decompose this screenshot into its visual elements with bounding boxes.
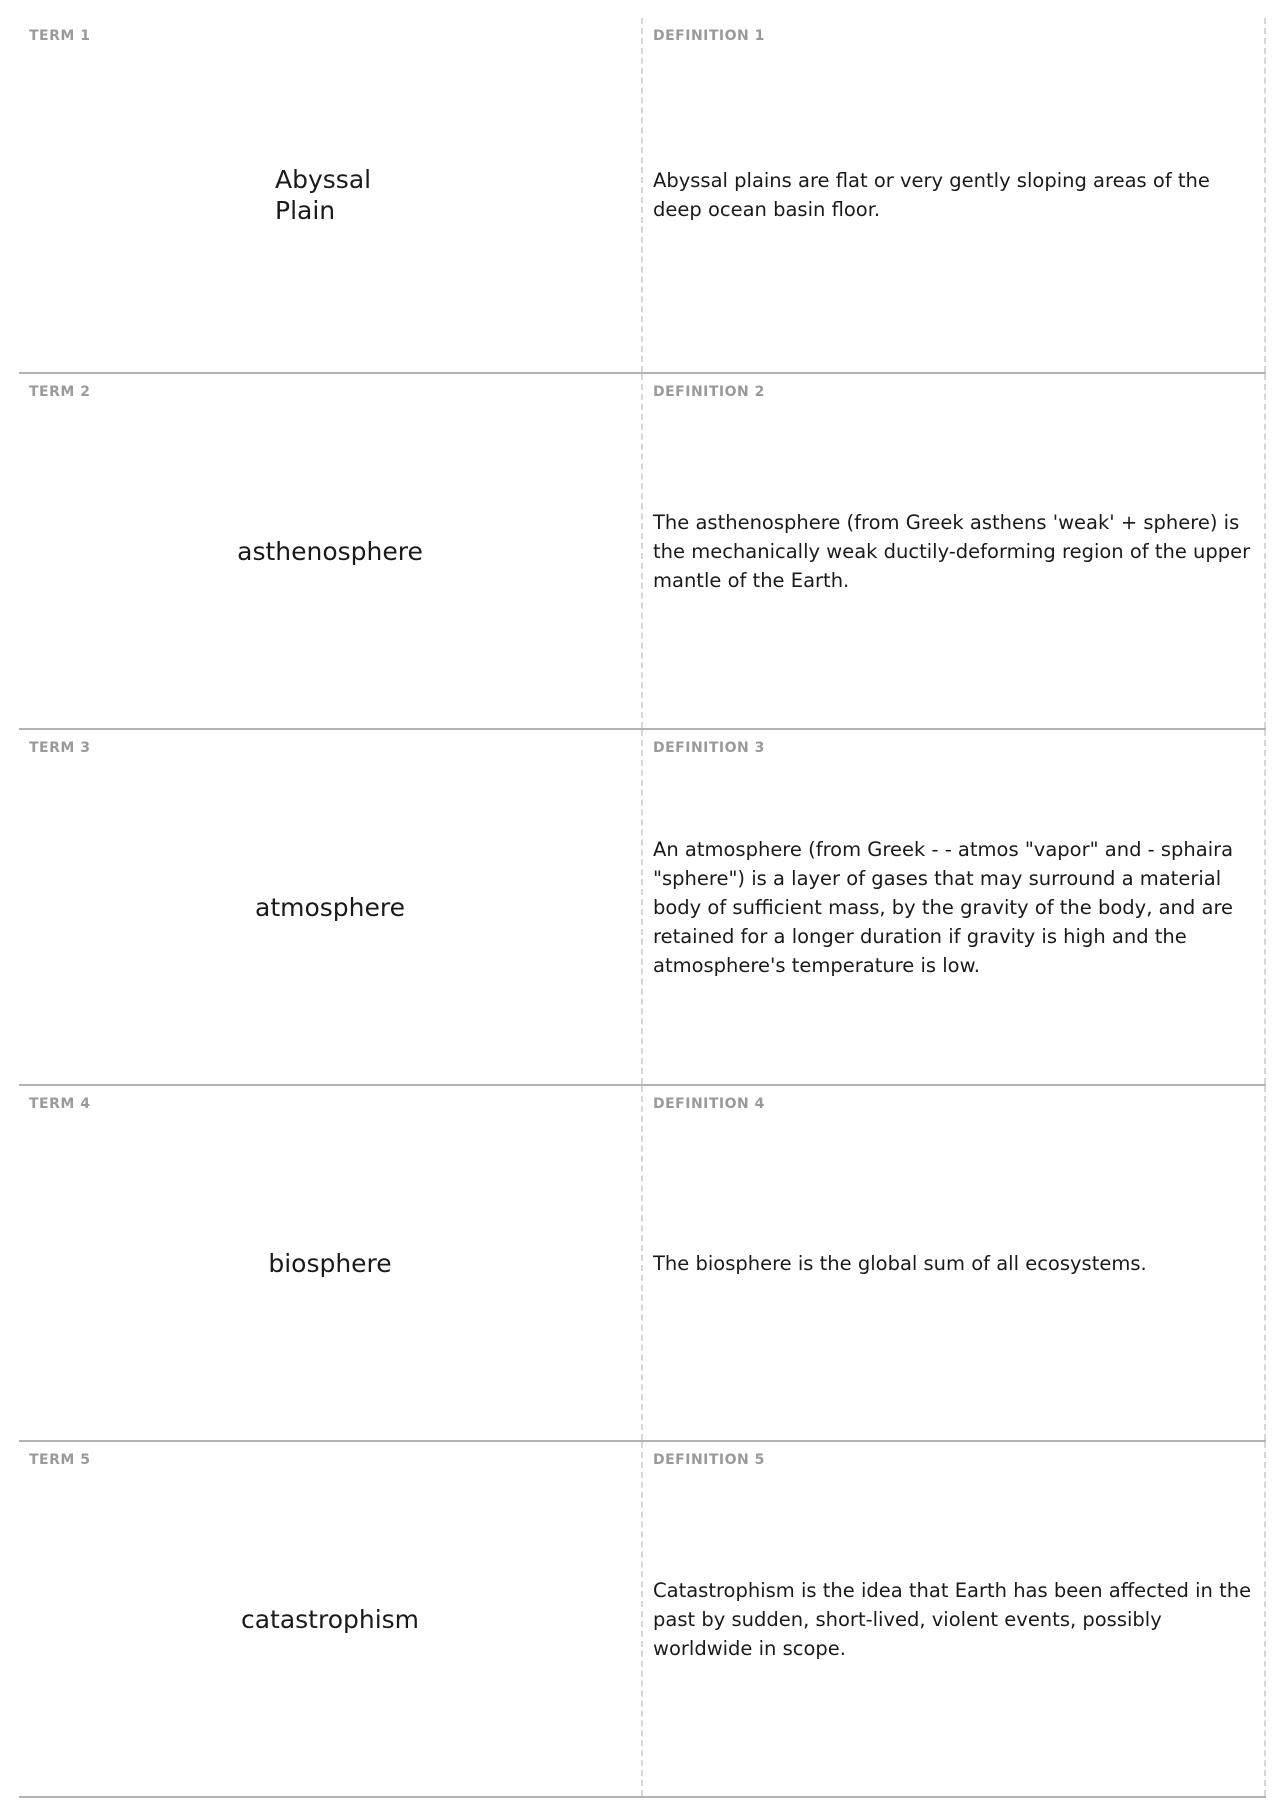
definition-text: The biosphere is the global sum of all ecosystems. (653, 1251, 1147, 1275)
term-text-wrapper (19, 730, 641, 1084)
flashcard-row-4 (19, 1086, 1266, 1442)
definition-cell (643, 374, 1266, 728)
definition-label: DEFINITION 1 (653, 28, 765, 44)
term-cell (19, 730, 643, 1084)
flashcard-row-5 (19, 1442, 1266, 1798)
definition-label: DEFINITION 4 (653, 1096, 765, 1112)
term-text-wrapper (19, 1086, 641, 1440)
term-cell (19, 1442, 643, 1796)
term-cell (19, 18, 643, 372)
flashcard-row-3 (19, 730, 1266, 1086)
definition-text-wrapper (653, 1442, 1254, 1796)
definition-text-wrapper (653, 18, 1254, 372)
definition-label: DEFINITION 3 (653, 740, 765, 756)
definition-text-wrapper (653, 730, 1254, 1084)
term-label: TERM 1 (29, 28, 91, 44)
term-text-wrapper (19, 18, 641, 372)
definition-cell (643, 1086, 1266, 1440)
definition-text: An atmosphere (from Greek - - atmos "vapor" and - sphaira "sphere") is a layer of gases that may surround a material body of sufficient mass, by the gravity of the body, and are retained for a longer duration if gravity is high and the atmosphere's temperature is low. (653, 837, 1234, 977)
term-cell (19, 1086, 643, 1440)
term-text: asthenosphere (237, 536, 423, 566)
definition-cell (643, 18, 1266, 372)
term-text: Abyssal Plain (275, 165, 372, 225)
definition-cell (643, 1442, 1266, 1796)
definition-label: DEFINITION 5 (653, 1452, 765, 1468)
term-label: TERM 3 (29, 740, 91, 756)
term-cell (19, 374, 643, 728)
definition-text: The asthenosphere (from Greek asthens 'weak' + sphere) is the mechanically weak ductily-deforming region of the upper mantle of the Earth. (653, 510, 1251, 592)
definition-cell (643, 730, 1266, 1084)
definition-text-wrapper (653, 1086, 1254, 1440)
flashcard-sheet (19, 18, 1266, 1798)
term-text: catastrophism (240, 1604, 420, 1634)
term-text-wrapper (19, 374, 641, 728)
term-label: TERM 2 (29, 384, 91, 400)
term-text: biosphere (268, 1248, 392, 1278)
term-text-wrapper (19, 1442, 641, 1796)
term-text: atmosphere (255, 892, 405, 922)
definition-label: DEFINITION 2 (653, 384, 765, 400)
term-label: TERM 4 (29, 1096, 91, 1112)
definition-text: Catastrophism is the idea that Earth has been affected in the past by sudden, short-lived, violent events, possibly worldwide in scope. (653, 1578, 1252, 1660)
definition-text: Abyssal plains are flat or very gently sloping areas of the deep ocean basin floor. (653, 169, 1210, 221)
flashcard-row-2 (19, 374, 1266, 730)
term-label: TERM 5 (29, 1452, 91, 1468)
definition-text-wrapper (653, 374, 1254, 728)
flashcard-row-1 (19, 18, 1266, 374)
